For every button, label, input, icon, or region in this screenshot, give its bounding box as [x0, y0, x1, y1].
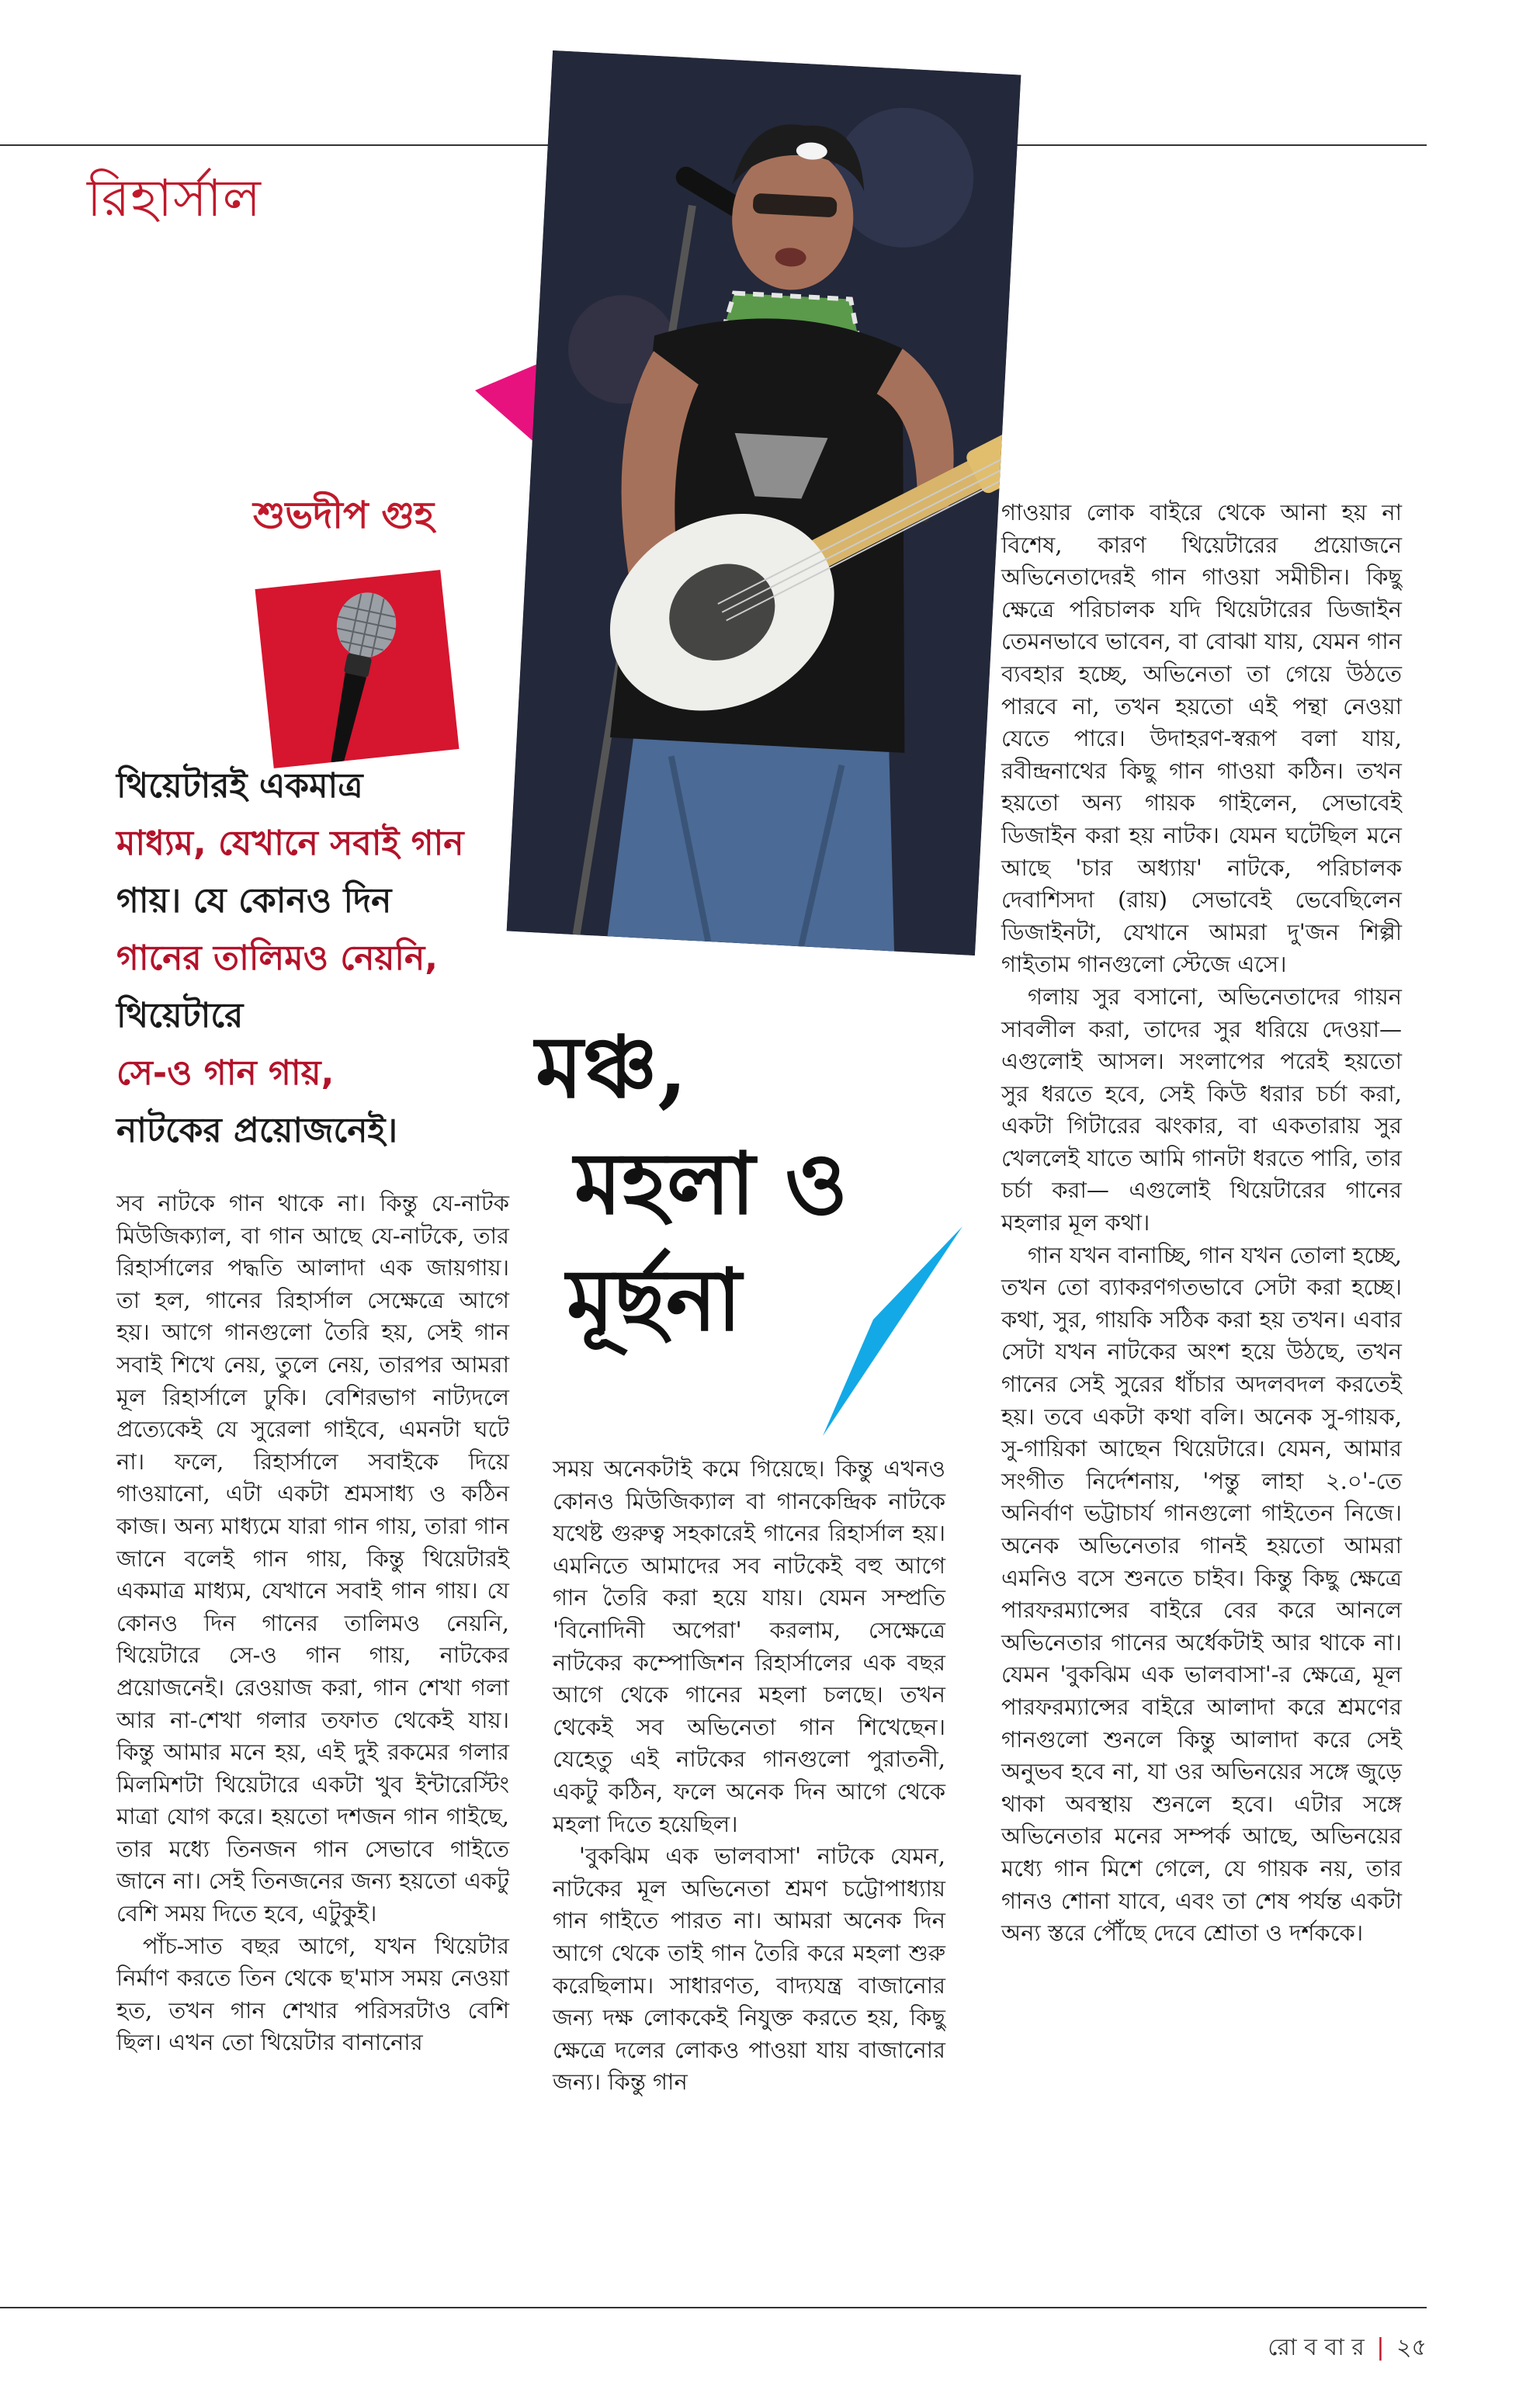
paragraph: গাওয়ার লোক বাইরে থেকে আনা হয় না বিশেষ, কারণ থিয়েটারের প্রয়োজনে অভিনেতাদেরই গান গাওয়া সমীচীন। কিছু ক্ষেত্রে পরিচালক যদি থিয়েটারের ডিজাইন তেমনভাবে ভাবেন, বা বোঝা যায়, যেমন গান ব্যবহার হচ্ছে, অভিনেতা তা গেয়ে উঠতে পারবে না, তখন হয়তো এই পন্থা নেওয়া যেতে পারে। উদাহরণ-স্বরূপ বলা যায়, রবীন্দ্রনাথের কিছু গান গাওয়া কঠিন। তখন হয়তো অন্য গায়ক গাইলেন, সেভাবেই ডিজাইন করা হয় নাটক। যেমন ঘটেছিল মনে আছে 'চার অধ্যায়' নাটকে, পরিচালক দেবাশিসদা (রায়) সেভাবেই ভেবেছিলেন ডিজাইনটা, যেখানে আমরা দু'জন শিল্পী গাইতাম গানগুলো স্টেজে এসে।	[1001, 499, 1402, 978]
pull-quote-line: গায়। যে কোনও দিন	[116, 881, 392, 921]
paragraph: সব নাটকে গান থাকে না। কিন্তু যে-নাটক মিউজিক্যাল, বা গান আছে যে-নাটকে, তার রিহার্সালের পদ্ধতি আলাদা এক জায়গায়। তা হল, গানের রিহার্সাল সেক্ষেত্রে আগে হয়। আগে গানগুলো তৈরি হয়, সেই গান সবাই শিখে নেয়, তুলে নেয়, তারপর আমরা মূল রিহার্সালে ঢুকি। বেশিরভাগ নাট্যদলে প্রত্যেকেই যে সুরেলা গাইবে, এমনটা ঘটে না। ফলে, রিহার্সালে সবাইকে দিয়ে গাওয়ানো, এটা একটা শ্রমসাধ্য ও কঠিন কাজ। অন্য মাধ্যমে যারা গান গায়, তারা গান জানে বলেই গান গায়, কিন্তু থিয়েটারই একমাত্র মাধ্যম, যেখানে সবাই গান গায়। যে কোনও দিন গানের তালিমও নেয়নি, থিয়েটারে সে-ও গান গায়, নাটকের প্রয়োজনেই। রেওয়াজ করা, গান শেখা গলা আর না-শেখা গলার তফাত থেকেই যায়। কিন্তু আমার মনে হয়, এই দুই রকমের গলার মিলমিশটা থিয়েটারে একটা খুব ইন্টারেস্টিং মাত্রা যোগ করে। হয়তো দশজন গান গাইছে, তার মধ্যে তিনজন গান সেভাবে গাইতে জানে না। সেই তিনজনের জন্য হয়তো একটু বেশি সময় দিতে হবে, এটুকুই।	[116, 1190, 509, 1927]
pull-quote	[116, 758, 551, 1160]
page-footer	[1268, 2329, 1427, 2368]
headline-line-2: মহলা ও	[574, 1133, 848, 1233]
pull-quote-line: সে-ও গান গায়,	[116, 1053, 335, 1093]
pull-quote-line: থিয়েটারই একমাত্র	[116, 766, 363, 806]
guitarist-photo	[507, 50, 1021, 955]
paragraph: 'বুকঝিম এক ভালবাসা' নাটকে যেমন, নাটকের মূল অভিনেতা শ্রমণ চট্টোপাধ্যায় গান গাইতে পারত না। আমরা অনেক দিন আগে থেকে তাই গান তৈরি করে মহলা শুরু করেছিলাম। সাধারণত, বাদ্যযন্ত্র বাজানোর জন্য দক্ষ লোককেই নিযুক্ত করতে হয়, কিছু ক্ষেত্রে দলের লোকও পাওয়া যায় বাজানোর জন্য। কিন্তু গান	[553, 1843, 945, 2096]
microphone-icon	[255, 570, 460, 768]
pull-quote-line: গানের তালিমও নেয়নি,	[116, 938, 438, 978]
headline-line-3: মূর্ছনা	[567, 1250, 742, 1350]
pull-quote-line: মাধ্যম, যেখানে সবাই গান	[116, 824, 464, 863]
paragraph: গান যখন বানাচ্ছি, গান যখন তোলা হচ্ছে, তখন তো ব্যাকরণগতভাবে সেটা করা হচ্ছে। কথা, সুর, গায়কি সঠিক করা হয় তখন। এবার সেটা যখন নাটকের অংশ হয়ে উঠছে, তখন গানের সেই সুরের ধাঁচার অদলবদল করতেই হয়। তবে একটা কথা বলি। অনেক সু-গায়ক, সু-গায়িকা আছেন থিয়েটারে। যেমন, আমার সংগীত নির্দেশনায়, 'পন্তু লাহা ২.০'-তে অনির্বাণ ভট্টাচার্য গানগুলো গাইতেন নিজে। অনেক অভিনেতার গানই হয়তো আমরা এমনিও বসে শুনতে চাইব। কিন্তু কিছু ক্ষেত্রে পারফরম্যান্সের বাইরে বের করে আনলে অভিনেতার গানের অর্ধেকটাই আর থাকে না। যেমন 'বুকঝিম এক ভালবাসা'-র ক্ষেত্রে, মূল পারফরম্যান্সের বাইরে আলাদা করে শ্রমণের গানগুলো শুনলে কিন্তু আলাদা করে সেই অনুভব হবে না, যা ওর অভিনয়ের সঙ্গে জুড়ে থাকা অবস্থায় শুনলে হবে। এটার সঙ্গে অভিনেতার মনের সম্পর্ক আছে, অভিনয়ের মধ্যে গান মিশে গেলে, যে গায়ক নয়, তার গানও শোনা যাবে, এবং তা শেষ পর্যন্ত একটা অন্য স্তরে পৌঁছে দেবে শ্রোতা ও দর্শককে।	[1001, 1241, 1402, 1947]
microphone-box	[255, 570, 460, 768]
page-number: ২৫	[1396, 2334, 1427, 2361]
paragraph: সময় অনেকটাই কমে গিয়েছে। কিন্তু এখনও কোনও মিউজিক্যাল বা গানকেন্দ্রিক নাটকে যথেষ্ট গুরুত্ব সহকারেই গানের রিহার্সাল হয়। এমনিতে আমাদের সব নাটকেই বহু আগে গান তৈরি করা হয়ে যায়। যেমন সম্প্রতি 'বিনোদিনী অপেরা' করলাম, সেক্ষেত্রে নাটকের কম্পোজিশন রিহার্সালের এক বছর আগে থেকে গানের মহলা চলছে। তখন থেকেই সব অভিনেতা গান শিখেছেন। যেহেতু এই নাটকের গানগুলো পুরাতনী, একটু কঠিন, ফলে অনেক দিন আগে থেকে মহলা দিতে হয়েছিল।	[553, 1455, 945, 1837]
section-label: রিহার্সাল	[87, 168, 262, 228]
magazine-name: রো ব বা র	[1268, 2334, 1365, 2361]
footer-separator: |	[1376, 2334, 1385, 2361]
pull-quote-line: থিয়েটারে	[116, 996, 244, 1035]
guitarist-illustration	[507, 50, 1021, 955]
bottom-rule	[0, 2307, 1427, 2308]
paragraph: গলায় সুর বসানো, অভিনেতাদের গায়ন সাবলীল করা, তাদের সুর ধরিয়ে দেওয়া— এগুলোই আসল। সংলাপের পরেই হয়তো সুর ধরতে হবে, সেই কিউ ধরার চর্চা করা, একটা গিটারের ঝংকার, বা একতারায় সুর খেললেই যাতে আমি গানটা ধরতে পারি, তার চর্চা করা— এগুলোই থিয়েটারের গানের মহলার মূল কথা।	[1001, 983, 1402, 1236]
article-column-3	[1001, 497, 1402, 1950]
pull-quote-line: নাটকের প্রয়োজনেই।	[116, 1111, 398, 1150]
article-column-1	[116, 1188, 509, 2059]
paragraph: পাঁচ-সাত বছর আগে, যখন থিয়েটার নির্মাণ করতে তিন থেকে ছ'মাস সময় নেওয়া হত, তখন গান শেখার পরিসরটাও বেশি ছিল। এখন তো থিয়েটার বানানোর	[116, 1932, 509, 2056]
cyan-triangle-decoration	[823, 1226, 962, 1436]
byline: শুভদীপ গুহ	[253, 494, 435, 537]
headline-line-1: মঞ্চ,	[536, 1017, 688, 1117]
article-column-2	[553, 1453, 945, 2099]
